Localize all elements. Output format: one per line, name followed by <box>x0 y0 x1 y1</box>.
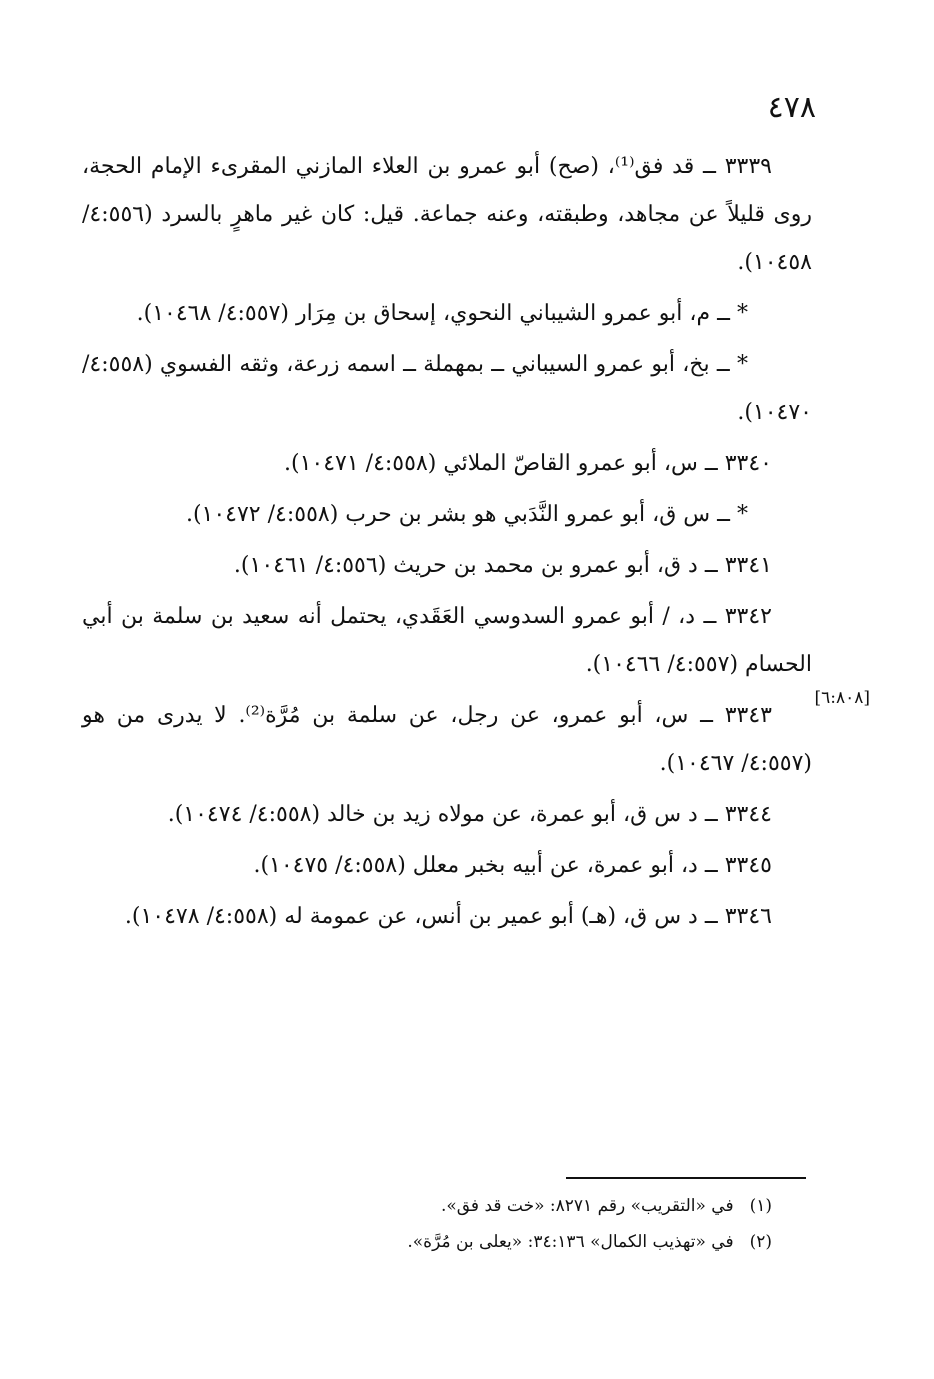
entry-3339: ٣٣٣٩ ــ قد فق⁽¹⁾، (صح) أبو عمرو بن العلاء المازني المقرىء الإمام الحجة، روى قليلاً عن مجاهد، وطبقته، وعنه جماعة. قيل: كان غير ماهرٍ بالسرد (٤:٥٥٦/ ١٠٤٥٨). <box>82 154 812 275</box>
footnote-number: (٢) <box>749 1232 772 1252</box>
footnote-text: في «التقريب» رقم ٨٢٧١: «خت قد فق». <box>440 1196 734 1216</box>
entry-3340: ٣٣٤٠ ــ س، أبو عمرو القاصّ الملائي (٤:٥٥٨/ ١٠٤٧١). <box>284 451 772 476</box>
entry-abu-amr-shaybani: * ــ م، أبو عمرو الشيباني النحوي، إسحاق بن مِرَار (٤:٥٥٧/ ١٠٤٦٨). <box>136 301 748 326</box>
entry-3344: ٣٣٤٤ ــ د س ق، أبو عمرة، عن مولاه زيد بن خالد (٤:٥٥٨/ ١٠٤٧٤). <box>167 802 772 827</box>
entry-3341: ٣٣٤١ ــ د ق، أبو عمرو بن محمد بن حريث (٤:٥٥٦/ ١٠٤٦١). <box>233 553 772 578</box>
page-number: ٤٧٨ <box>767 90 816 125</box>
entry-abu-amr-saybani: * ــ بخ، أبو عمرو السيباني ــ بمهملة ــ اسمه زرعة، وثقه الفسوي (٤:٥٥٨/ ١٠٤٧٠). <box>82 352 812 425</box>
entry-3346: ٣٣٤٦ ــ د س ق، (هـ) أبو عمير بن أنس، عن عمومة له (٤:٥٥٨/ ١٠٤٧٨). <box>124 904 772 929</box>
entry-abu-amr-nadabi: * ــ س ق، أبو عمرو النَّدَبي هو بشر بن حرب (٤:٥٥٨/ ١٠٤٧٢). <box>185 502 748 527</box>
entry-3345: ٣٣٤٥ ــ د، أبو عمرة، عن أبيه بخبر معلل (٤:٥٥٨/ ١٠٤٧٥). <box>253 853 772 878</box>
footnote-2 <box>82 1224 772 1260</box>
footnote-separator <box>566 1177 806 1179</box>
footnote-1 <box>82 1188 772 1224</box>
entry-3342: ٣٣٤٢ ــ د، / أبو عمرو السدوسي العَقَدي، يحتمل أنه سعيد بن سلمة بن أبي الحسام (٤:٥٥٧/ ١٠٤٦٦). <box>82 604 812 677</box>
margin-reference: [٦:٨٠٨] <box>814 688 870 708</box>
entries-body <box>82 143 812 944</box>
footnote-text: في «تهذيب الكمال» ٣٤:١٣٦: «يعلى بن مُرَّة». <box>407 1232 734 1252</box>
footnote-number: (١) <box>749 1196 772 1216</box>
footnotes <box>82 1188 772 1260</box>
entry-3343: ٣٣٤٣ ــ س، أبو عمرو، عن رجل، عن سلمة بن مُرَّة⁽²⁾. لا يدرى من هو (٤:٥٥٧/ ١٠٤٦٧). <box>82 703 812 776</box>
